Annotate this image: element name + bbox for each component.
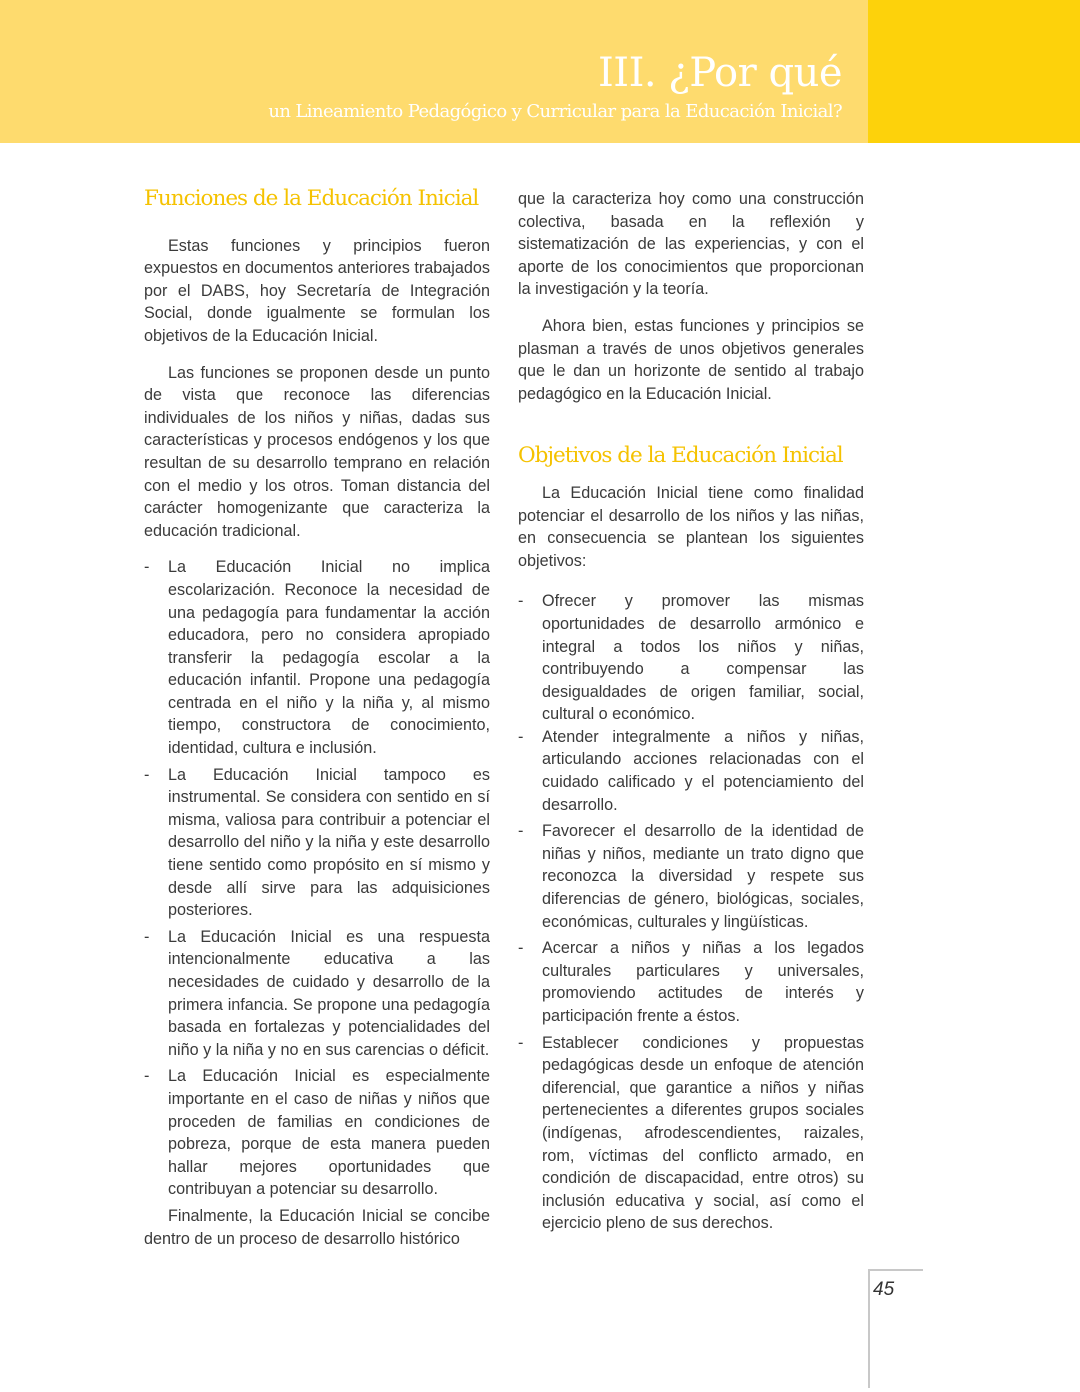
list-item: - La Educación Inicial no implica escolarización. Reconoce la necesidad de una pedagogía para fundamentar la acción educadora, pero no considera apropiado transferir la pedagogía escolar a la educación infantil. Propone una pedagogía centrada en el niño y la niña y, al mismo tiempo, constructora de conocimiento, identidad, cultura e inclusión. bbox=[144, 556, 490, 759]
list-item: - La Educación Inicial es especialmente importante en el caso de niñas y niños que proceden de familias en condiciones de pobreza, porque de esta manera pueden hallar mejores oportunidades que contribuyan a potenciar su desarrollo. bbox=[144, 1065, 490, 1201]
chapter-title: III. ¿Por qué bbox=[597, 50, 842, 96]
page-number-rule bbox=[868, 1270, 870, 1388]
list-item: - Acercar a niños y niñas a los legados culturales particulares y universales, promoviendo actitudes de interés y participación frente a éstos. bbox=[518, 937, 864, 1027]
left-column bbox=[144, 188, 490, 1250]
objectives-list bbox=[518, 590, 864, 1235]
paragraph: Estas funciones y principios fueron expuestos en documentos anteriores trabajados por el DABS, hoy Secretaría de Integración Social, donde igualmente se formulan los objetivos de la Educación Inicial. bbox=[144, 236, 490, 345]
right-column bbox=[518, 188, 864, 1235]
paragraph: Ahora bien, estas funciones y principios se plasman a través de unos objetivos generales que le dan un horizonte de sentido al trabajo pedagógico en la Educación Inicial. bbox=[518, 316, 864, 403]
paragraph: que la caracteriza hoy como una construcción colectiva, basada en la reflexión y sistematización de las experiencias, y con el aporte de los conocimientos que proporcionan la investigación y la teoría. bbox=[518, 190, 864, 299]
list-item: - Atender integralmente a niños y niñas, articulando acciones relacionadas con el cuidado calificado y el potenciamiento del desarrollo. bbox=[518, 726, 864, 816]
header-accent-block bbox=[868, 0, 1080, 143]
list-item: - La Educación Inicial tampoco es instrumental. Se considera con sentido en sí misma, valiosa para contribuir a potenciar el desarrollo del niño y la niña y este desarrollo tiene sentido como propósito en sí mismo y desde allí sirve para las adquisiciones posteriores. bbox=[144, 764, 490, 922]
page-number: 45 bbox=[873, 1279, 895, 1300]
paragraph: Finalmente, la Educación Inicial se concibe dentro de un proceso de desarrollo histórico bbox=[144, 1206, 490, 1248]
section-heading-funciones: Funciones de la Educación Inicial bbox=[144, 186, 479, 211]
section-heading-objetivos: Objetivos de la Educación Inicial bbox=[518, 443, 843, 469]
chapter-subtitle: un Lineamiento Pedagógico y Curricular para la Educación Inicial? bbox=[268, 101, 842, 122]
functions-list bbox=[144, 556, 490, 1201]
page-number-rule bbox=[868, 1269, 923, 1271]
list-item: - Favorecer el desarrollo de la identidad de niñas y niños, mediante un trato digno que reconozca la diversidad y respete sus diferencias de género, biológicas, sociales, económicas, culturales y lingüísticas. bbox=[518, 820, 864, 933]
paragraph: La Educación Inicial tiene como finalidad potenciar el desarrollo de los niños y las niñas, en consecuencia se plantean los siguientes objetivos: bbox=[518, 483, 864, 570]
list-item: - Establecer condiciones y propuestas pedagógicas desde un enfoque de atención diferencial, que garantice a niños y niñas pertenecientes a diferentes grupos sociales (indígenas, afrodescendientes, raizales, rom, víctimas del conflicto armado, en condición de discapacidad, entre otros) su inclusión educativa y social, así como el ejercicio pleno de sus derechos. bbox=[518, 1032, 864, 1235]
paragraph: Las funciones se proponen desde un punto de vista que reconoce las diferencias individuales de los niños y niñas, dadas sus características y procesos endógenos y los que resultan de su desarrollo temprano en relación con el medio y los otros. Toman distancia del carácter homogenizante que caracteriza la educación tradicional. bbox=[144, 363, 490, 540]
list-item: - La Educación Inicial es una respuesta intencionalmente educativa a las necesidades de cuidado y desarrollo de la primera infancia. Se propone una pedagogía basada en fortalezas y potencialidades del niño y la niña y no en sus carencias o déficit. bbox=[144, 926, 490, 1062]
list-item: - Ofrecer y promover las mismas oportunidades de desarrollo armónico e integral a todos los niños y niñas, contribuyendo a compensar las desigualdades de origen familiar, social, cultural o económico. bbox=[518, 590, 864, 726]
